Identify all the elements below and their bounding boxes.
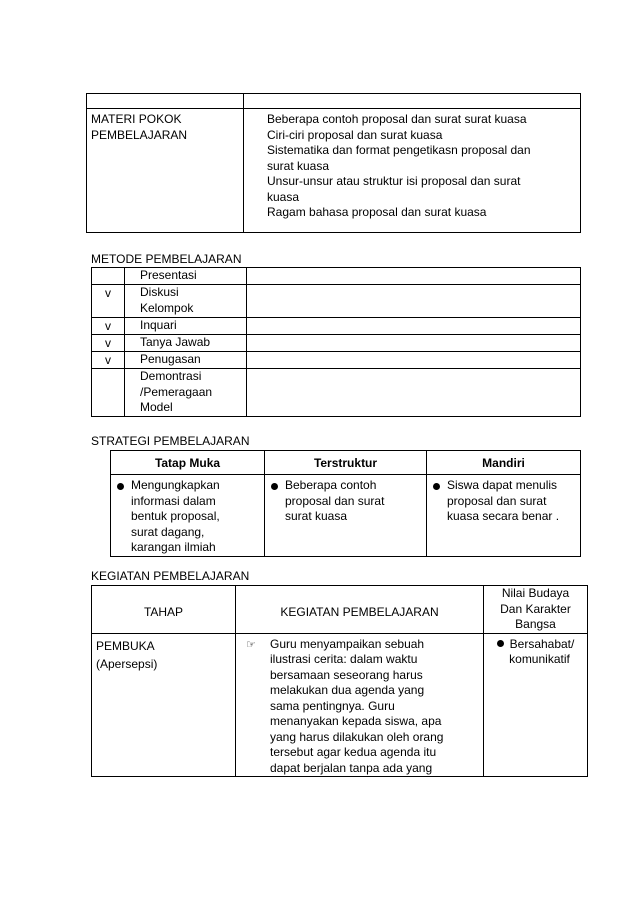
strategi-line: kuasa secara benar . <box>447 509 560 523</box>
kegiatan-header-tahap: TAHAP <box>92 586 236 634</box>
metode-label <box>125 318 247 335</box>
metode-label-line: Inquari <box>140 318 177 332</box>
materi-item: kuasa <box>267 189 300 204</box>
kegiatan-line: yang harus dilakukan oleh orang <box>270 729 444 744</box>
strategi-title: STRATEGI PEMBELAJARAN <box>91 434 250 448</box>
bullet-icon <box>497 640 504 647</box>
strategi-line: proposal dan surat <box>285 493 385 508</box>
metode-blank <box>247 352 581 369</box>
nilai-line: Bersahabat/ <box>509 636 575 651</box>
strategi-line: Siswa dapat menulis <box>447 478 558 492</box>
strategi-line: Mengungkapkan <box>131 478 220 492</box>
strategi-header-mandiri: Mandiri <box>427 451 581 475</box>
materi-empty-right <box>244 94 581 109</box>
metode-label <box>125 369 247 417</box>
kegiatan-line: sama pentingnya. Guru <box>270 698 395 713</box>
strategi-line: karangan ilmiah <box>131 540 216 554</box>
strategi-line: bentuk proposal, <box>131 509 220 523</box>
metode-label-line: Kelompok <box>140 300 194 315</box>
metode-label <box>125 268 247 285</box>
metode-check: v <box>92 285 125 318</box>
tahap-line: (Apersepsi) <box>96 656 158 671</box>
nilai-header-line: Dan Karakter <box>500 601 571 616</box>
metode-label-line: Model <box>140 400 173 414</box>
materi-item: surat kuasa <box>267 158 330 173</box>
strategi-cell-terstruktur <box>265 475 427 557</box>
materi-item: Unsur-unsur atau struktur isi proposal dan surat <box>267 174 521 188</box>
kegiatan-content-cell <box>236 633 484 777</box>
kegiatan-line: menanyakan kepada siswa, apa <box>270 714 442 728</box>
strategi-header-terstruktur: Terstruktur <box>265 451 427 475</box>
strategi-header-tatap-muka: Tatap Muka <box>111 451 265 475</box>
metode-blank <box>247 285 581 318</box>
kegiatan-line: Guru menyampaikan sebuah <box>270 636 425 651</box>
nilai-header-line: Nilai Budaya <box>501 586 570 600</box>
materi-label-line1: MATERI POKOK <box>91 112 182 126</box>
nilai-header-line: Bangsa <box>515 617 556 631</box>
nilai-line: komunikatif <box>509 652 570 666</box>
strategi-cell-tatap-muka <box>111 475 265 557</box>
kegiatan-line: ilustrasi cerita: dalam waktu <box>270 652 418 666</box>
bullet-icon <box>271 483 278 490</box>
materi-item: Ciri-ciri proposal dan surat kuasa <box>267 127 443 142</box>
materi-item: Ragam bahasa proposal dan surat kuasa <box>267 205 487 219</box>
metode-label-line: Demontrasi <box>140 369 202 383</box>
strategi-line: surat dagang, <box>131 524 205 539</box>
strategi-line: informasi dalam <box>131 493 216 508</box>
materi-content-cell <box>244 109 581 233</box>
bullet-icon <box>117 483 124 490</box>
metode-label <box>125 335 247 352</box>
metode-check: v <box>92 352 125 369</box>
kegiatan-nilai-cell <box>484 633 588 777</box>
strategi-table <box>110 450 581 557</box>
kegiatan-title: KEGIATAN PEMBELAJARAN <box>91 569 250 583</box>
materi-empty-left <box>87 94 244 109</box>
kegiatan-line: tersebut agar kedua agenda itu <box>270 745 437 759</box>
metode-label <box>125 352 247 369</box>
tahap-line: PEMBUKA <box>96 638 155 653</box>
kegiatan-header-kegiatan: KEGIATAN PEMBELAJARAN <box>236 586 484 634</box>
kegiatan-line: dapat berjalan tanpa ada yang <box>270 760 433 775</box>
pointing-hand-icon: ☞ <box>246 637 256 651</box>
metode-label-line: /Pemeragaan <box>140 384 213 399</box>
strategi-cell-mandiri <box>427 475 581 557</box>
kegiatan-line: bersamaan seseorang harus <box>270 667 423 682</box>
metode-title: METODE PEMBELAJARAN <box>91 252 242 266</box>
metode-check: v <box>92 318 125 335</box>
materi-table <box>86 93 581 233</box>
kegiatan-tahap-cell <box>92 633 236 777</box>
materi-label-line2: PEMBELAJARAN <box>91 127 188 142</box>
metode-table <box>91 267 581 417</box>
metode-blank <box>247 318 581 335</box>
metode-check <box>92 268 125 285</box>
kegiatan-header-nilai <box>484 586 588 634</box>
materi-label-cell <box>87 109 244 233</box>
kegiatan-table <box>91 585 588 777</box>
materi-item: Beberapa contoh proposal dan surat surat kuasa <box>267 112 527 126</box>
metode-blank <box>247 268 581 285</box>
metode-check: v <box>92 335 125 352</box>
materi-item: Sistematika dan format pengetikasn proposal dan <box>267 143 531 157</box>
metode-label-line: Tanya Jawab <box>140 335 211 349</box>
metode-check <box>92 369 125 417</box>
metode-label-line: Presentasi <box>140 268 197 282</box>
metode-blank <box>247 369 581 417</box>
metode-label-line: Penugasan <box>140 352 201 366</box>
strategi-line: surat kuasa <box>285 509 348 523</box>
strategi-line: Beberapa contoh <box>285 478 377 492</box>
bullet-icon <box>433 483 440 490</box>
metode-label <box>125 285 247 318</box>
strategi-line: proposal dan surat <box>447 493 547 508</box>
metode-label-line: Diskusi <box>140 285 179 299</box>
metode-blank <box>247 335 581 352</box>
kegiatan-line: melakukan dua agenda yang <box>270 683 425 697</box>
